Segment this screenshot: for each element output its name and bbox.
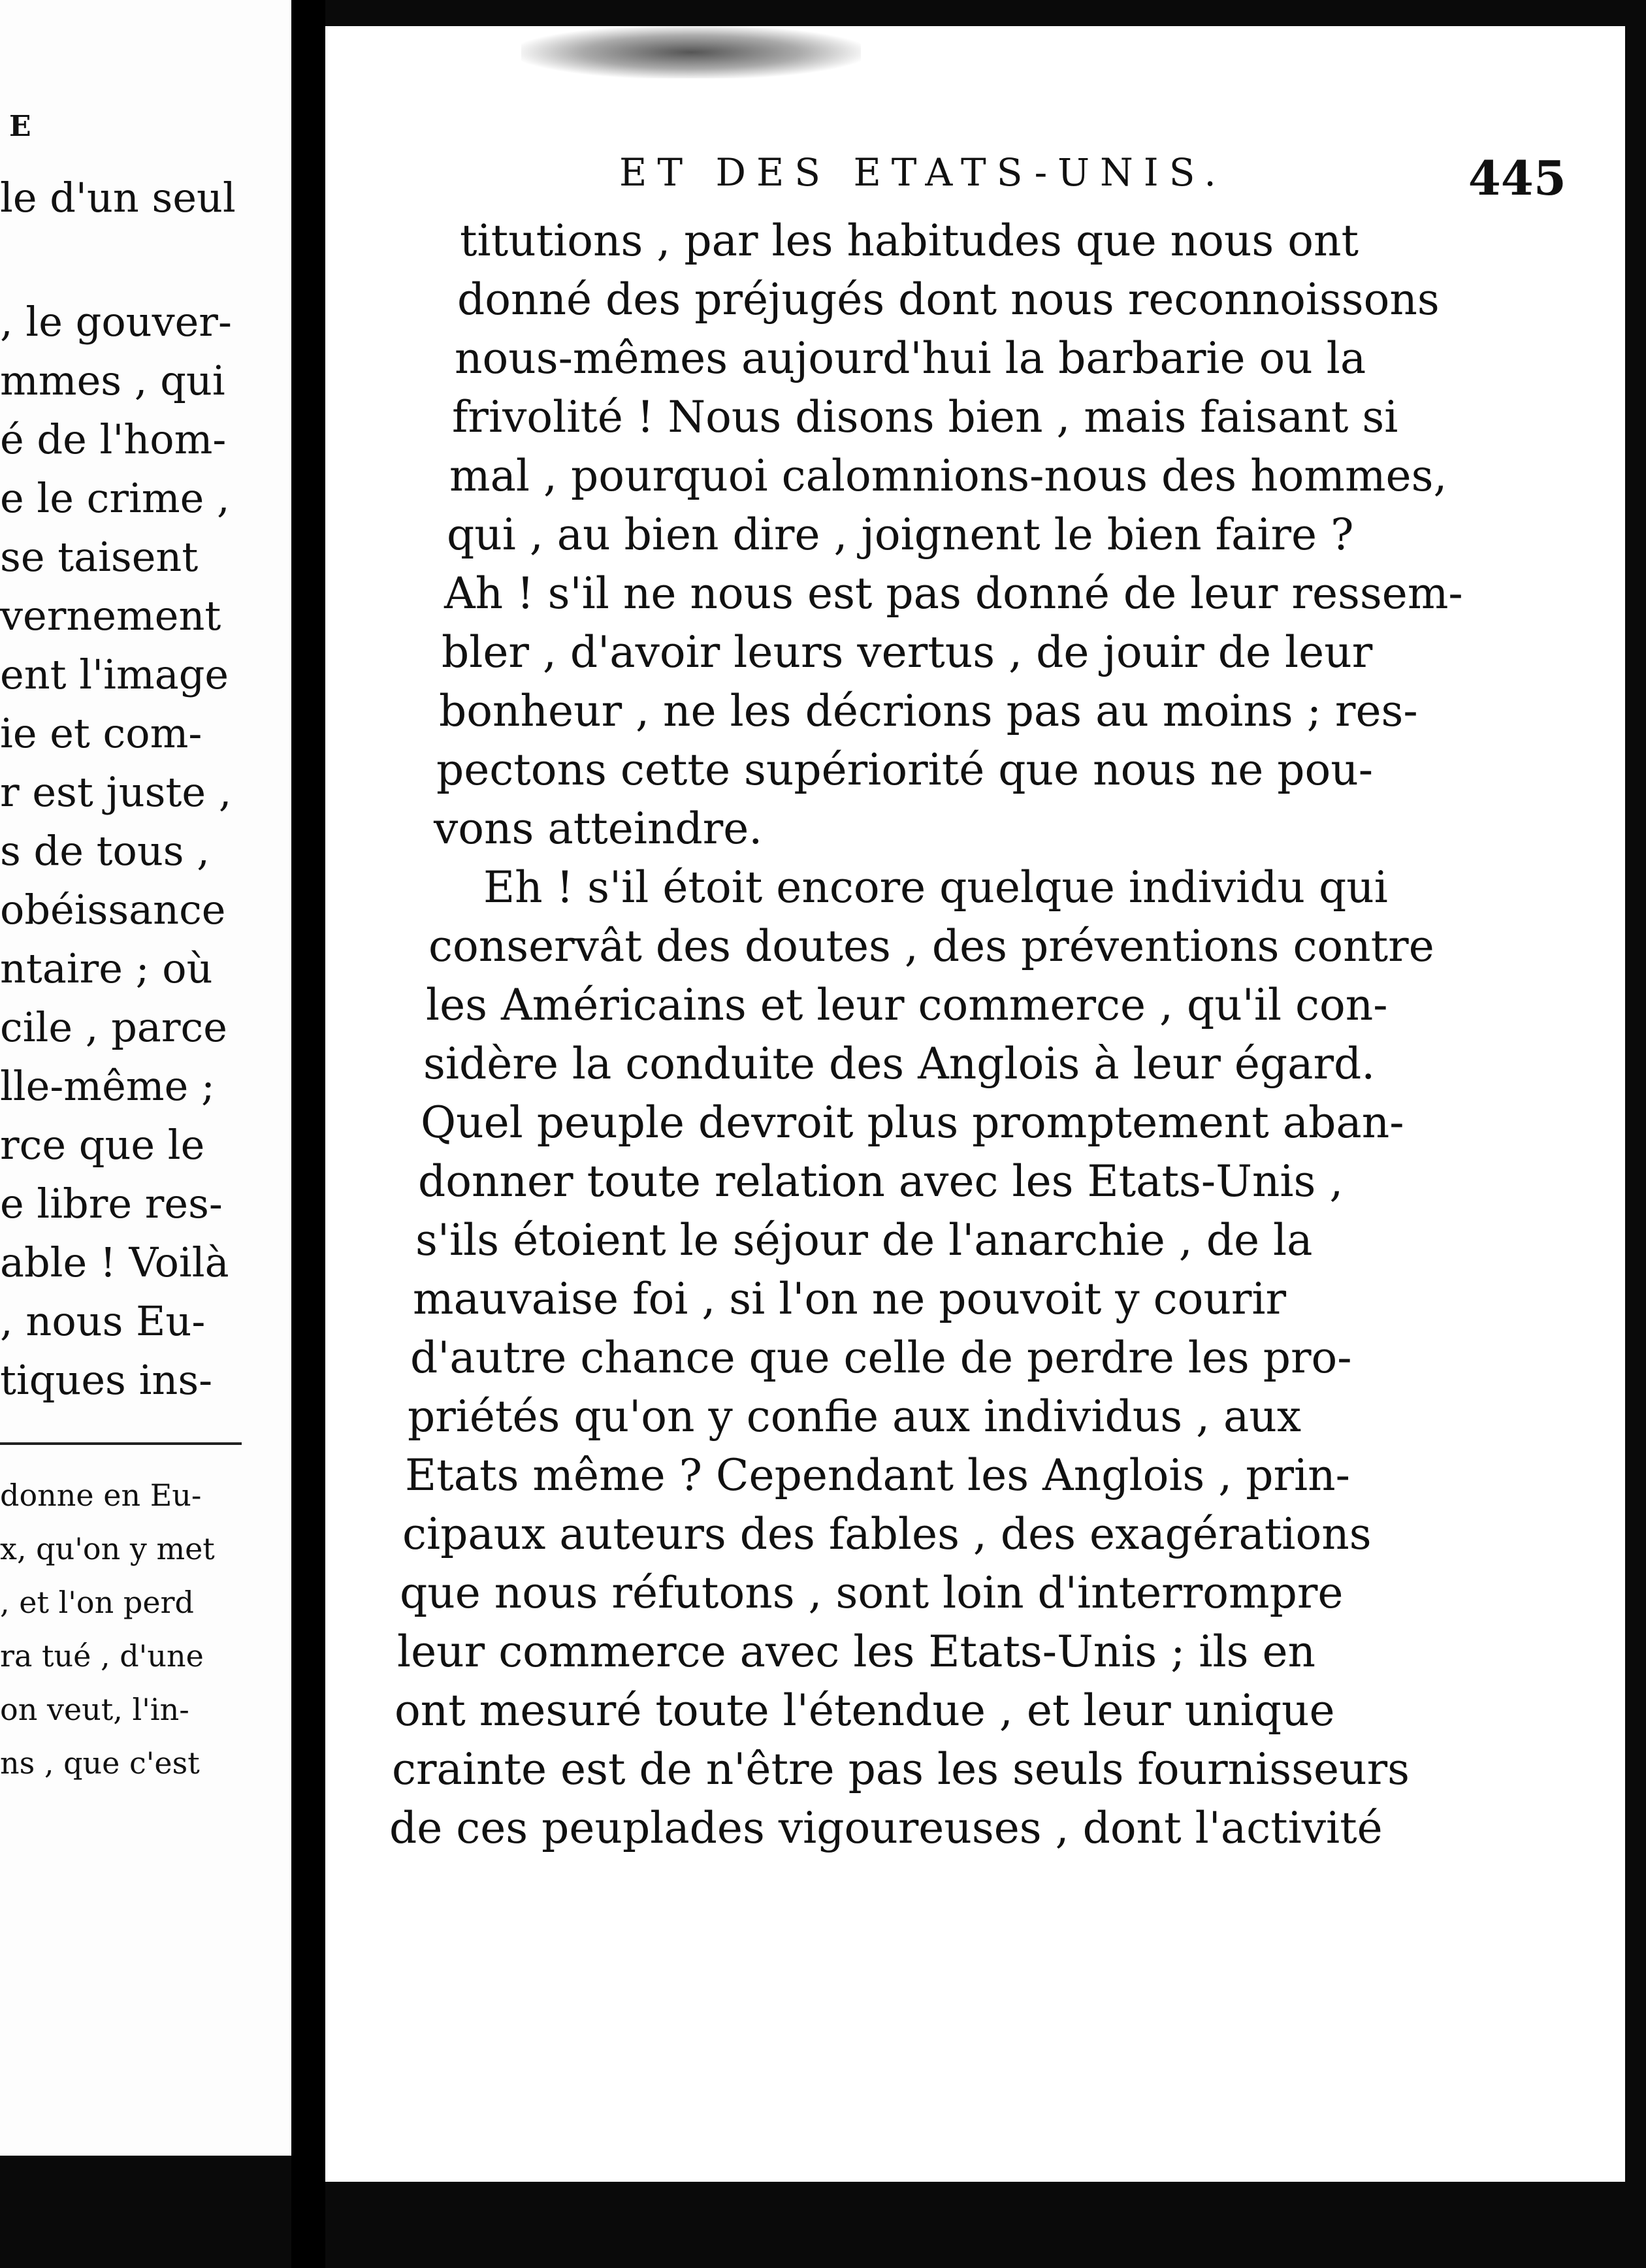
- left-footnote-line: x, qu'on y met: [0, 1531, 215, 1566]
- left-text-line: cile , parce: [0, 1003, 227, 1051]
- text-line: mauvaise foi , si l'on ne pouvoit y courir: [413, 1274, 1287, 1324]
- page-smudge: [521, 26, 861, 78]
- text-line: leur commerce avec les Etats-Unis ; ils en: [397, 1627, 1316, 1677]
- left-text-line: ntaire ; où: [0, 945, 213, 992]
- left-footnote-line: , et l'on perd: [0, 1585, 194, 1620]
- left-text-line: mmes , qui: [0, 357, 225, 404]
- footnote-rule: [0, 1442, 242, 1445]
- text-line: s'ils étoient le séjour de l'anarchie , de la: [415, 1215, 1313, 1265]
- text-line: crainte est de n'être pas les seuls fournisseurs: [392, 1744, 1410, 1794]
- left-text-line: ie et com-: [0, 709, 202, 757]
- left-text-line: vernement: [0, 592, 221, 640]
- left-text-line: le d'un seul: [0, 174, 236, 221]
- text-line: pectons cette supériorité que nous ne pou-: [436, 745, 1374, 795]
- left-text-line: , nous Eu-: [0, 1297, 206, 1345]
- left-footnote-line: on veut, l'in-: [0, 1692, 189, 1727]
- text-line: nous-mêmes aujourd'hui la barbarie ou la: [455, 333, 1366, 383]
- text-line: Eh ! s'il étoit encore quelque individu qui: [483, 862, 1388, 913]
- left-text-line: s de tous ,: [0, 827, 210, 875]
- text-line: de ces peuplades vigoureuses , dont l'activité: [389, 1803, 1383, 1853]
- left-footnote-line: ns , que c'est: [0, 1745, 200, 1781]
- left-footnote-line: ra tué , d'une: [0, 1638, 204, 1674]
- left-page: [0, 0, 307, 2156]
- text-line: bler , d'avoir leurs vertus , de jouir de leur: [442, 627, 1373, 677]
- left-text-line: lle-même ;: [0, 1062, 215, 1110]
- text-line: les Américains et leur commerce , qu'il con-: [426, 980, 1388, 1030]
- text-line: bonheur , ne les décrions pas au moins ; res-: [439, 686, 1418, 736]
- left-running-head: E: [9, 110, 35, 143]
- text-line: que nous réfutons , sont loin d'interrompre: [400, 1568, 1344, 1618]
- book-gutter: [291, 0, 325, 2268]
- left-text-line: e libre res-: [0, 1180, 223, 1227]
- text-line: Ah ! s'il ne nous est pas donné de leur ressem-: [444, 568, 1463, 619]
- right-page: [325, 26, 1625, 2182]
- text-line: mal , pourquoi calomnions-nous des hommes,: [449, 451, 1447, 501]
- text-line: frivolité ! Nous disons bien , mais faisant si: [452, 392, 1398, 442]
- text-line: sidère la conduite des Anglois à leur égard.: [423, 1039, 1376, 1089]
- left-text-line: able ! Voilà: [0, 1239, 229, 1286]
- left-footnote-line: donne en Eu-: [0, 1478, 202, 1513]
- left-text-line: , le gouver-: [0, 298, 232, 346]
- left-text-line: e le crime ,: [0, 474, 230, 522]
- text-line: conservât des doutes , des préventions contre: [428, 921, 1434, 971]
- running-head: ET DES ETATS-UNIS.: [619, 150, 1227, 195]
- left-text-line: rce que le: [0, 1121, 205, 1169]
- left-text-line: é de l'hom-: [0, 415, 227, 463]
- text-line: d'autre chance que celle de perdre les pro-: [410, 1333, 1352, 1383]
- left-text-line: ent l'image: [0, 651, 229, 698]
- text-line: Etats même ? Cependant les Anglois , prin-: [405, 1450, 1350, 1500]
- left-text-line: obéissance: [0, 886, 226, 933]
- text-line: cipaux auteurs des fables , des exagérations: [402, 1509, 1372, 1559]
- left-text-line: tiques ins-: [0, 1356, 213, 1404]
- text-line: donner toute relation avec les Etats-Unis ,: [418, 1156, 1344, 1207]
- text-line: titutions , par les habitudes que nous ont: [460, 216, 1359, 266]
- text-line: qui , au bien dire , joignent le bien faire ?: [447, 510, 1354, 560]
- page-number: 445: [1468, 150, 1566, 206]
- text-line: donné des préjugés dont nous reconnoissons: [457, 274, 1440, 325]
- text-line: Quel peuple devroit plus promptement aban-: [421, 1097, 1404, 1148]
- text-line: priétés qu'on y confie aux individus , aux: [408, 1391, 1302, 1442]
- text-line: vons atteindre.: [434, 803, 763, 854]
- left-text-line: r est juste ,: [0, 768, 232, 816]
- left-text-line: se taisent: [0, 533, 199, 581]
- text-line: ont mesuré toute l'étendue , et leur unique: [395, 1685, 1335, 1736]
